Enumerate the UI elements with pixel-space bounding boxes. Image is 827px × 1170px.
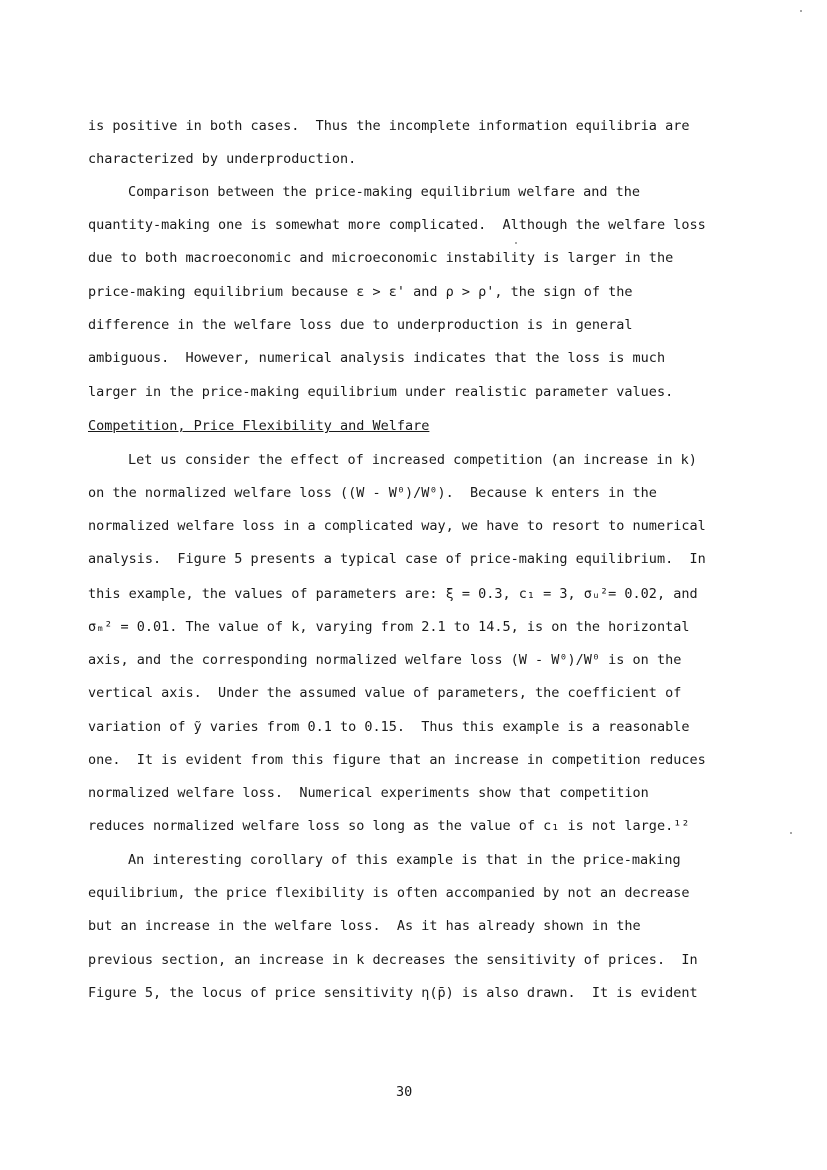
text-line: σₘ² = 0.01. The value of k, varying from 2.1 to 14.5, is on the horizontal (88, 619, 690, 635)
text-line: ambiguous. However, numerical analysis indicates that the loss is much (88, 350, 666, 366)
text-line: Let us consider the effect of increased competition (an increase in k) (128, 452, 697, 468)
text-line: axis, and the corresponding normalized welfare loss (W - W⁰)/W⁰ is on the (88, 652, 682, 668)
text-line: price-making equilibrium because ε > ε' and ρ > ρ', the sign of the (88, 284, 633, 300)
text-line: previous section, an increase in k decreases the sensitivity of prices. In (88, 952, 698, 968)
scan-speck (515, 242, 517, 244)
text-line: characterized by underproduction. (88, 151, 357, 167)
text-line: one. It is evident from this figure that an increase in competition reduces (88, 752, 706, 768)
text-line: on the normalized welfare loss ((W - W⁰)/W⁰). Because k enters in the (88, 485, 657, 501)
text-line: vertical axis. Under the assumed value of parameters, the coefficient of (88, 685, 682, 701)
scan-speck (800, 10, 802, 12)
text-line: analysis. Figure 5 presents a typical case of price-making equilibrium. In (88, 551, 706, 567)
text-line: difference in the welfare loss due to underproduction is in general (88, 317, 633, 333)
section-heading: Competition, Price Flexibility and Welfare (88, 418, 430, 434)
text-line: An interesting corollary of this example is that in the price-making (128, 852, 681, 868)
text-line: normalized welfare loss in a complicated way, we have to resort to numerical (88, 518, 706, 534)
text-line: normalized welfare loss. Numerical experiments show that competition (88, 785, 649, 801)
scan-speck (790, 832, 792, 834)
text-line: Comparison between the price-making equilibrium welfare and the (128, 184, 641, 200)
text-line: is positive in both cases. Thus the incomplete information equilibria are (88, 118, 690, 134)
text-line: this example, the values of parameters are: ξ = 0.3, c₁ = 3, σᵤ²= 0.02, and (88, 586, 698, 602)
text-line: due to both macroeconomic and microeconomic instability is larger in the (88, 250, 674, 266)
text-line: larger in the price-making equilibrium under realistic parameter values. (88, 384, 674, 400)
page-number: 30 (396, 1084, 413, 1100)
text-line: variation of ỹ varies from 0.1 to 0.15. Thus this example is a reasonable (88, 719, 690, 735)
text-line: quantity-making one is somewhat more complicated. Although the welfare loss (88, 217, 706, 233)
text-line: equilibrium, the price flexibility is often accompanied by not an decrease (88, 885, 690, 901)
text-line: Figure 5, the locus of price sensitivity η(p̄) is also drawn. It is evident (88, 985, 698, 1001)
text-line: but an increase in the welfare loss. As it has already shown in the (88, 918, 641, 934)
text-line: reduces normalized welfare loss so long as the value of c₁ is not large.¹² (88, 818, 690, 834)
